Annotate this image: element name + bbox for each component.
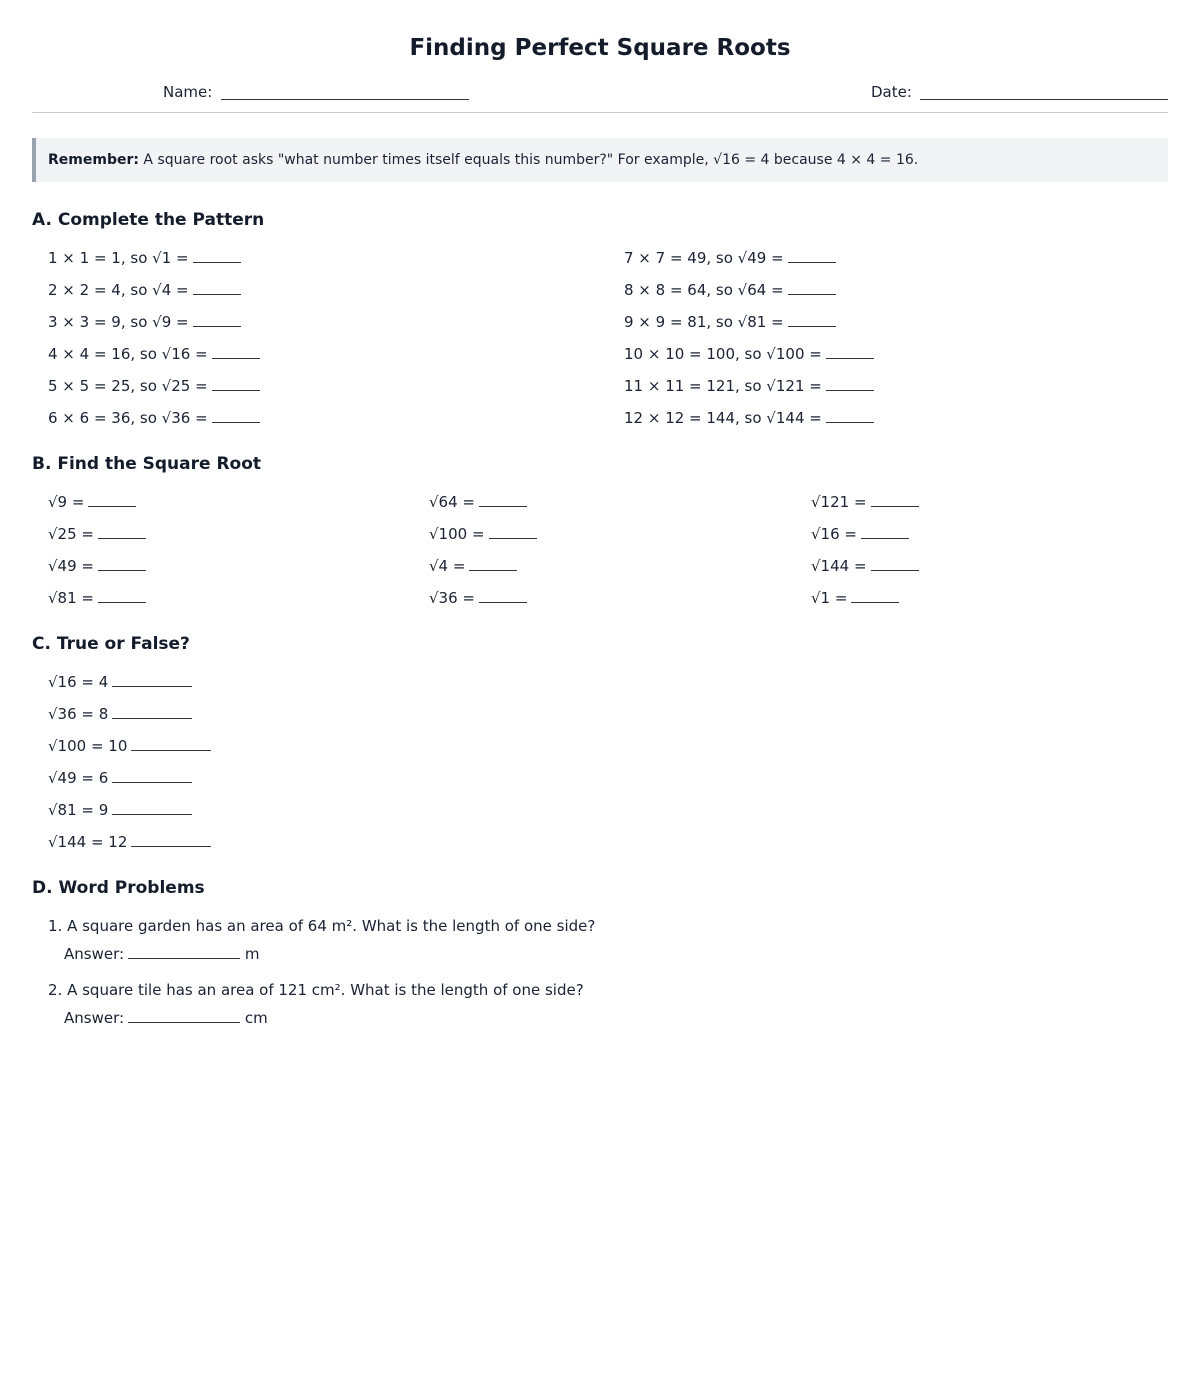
true-false-item	[48, 736, 211, 756]
statement-text: √144 = 12	[48, 833, 128, 851]
answer-blank[interactable]	[871, 556, 919, 571]
word-problem-question: 2. A square tile has an area of 121 cm². What is the length of one side?	[48, 981, 584, 999]
root-item	[429, 492, 527, 512]
header-divider	[32, 112, 1168, 113]
root-item	[48, 492, 136, 512]
pattern-item	[624, 312, 836, 332]
pattern-text: 6 × 6 = 36, so √36 =	[48, 409, 208, 427]
true-false-item	[48, 672, 192, 692]
pattern-item	[48, 248, 241, 268]
pattern-text: 4 × 4 = 16, so √16 =	[48, 345, 208, 363]
answer-blank[interactable]	[98, 524, 146, 539]
root-item	[429, 524, 537, 544]
answer-label: Answer:	[64, 1009, 125, 1027]
pattern-item	[48, 408, 260, 428]
answer-blank[interactable]	[212, 344, 260, 359]
statement-text: √81 = 9	[48, 801, 109, 819]
name-field[interactable]	[221, 99, 469, 100]
root-text: √36 =	[429, 589, 475, 607]
answer-blank[interactable]	[826, 344, 874, 359]
pattern-item	[624, 248, 836, 268]
root-item	[811, 556, 919, 576]
answer-blank[interactable]	[128, 944, 240, 959]
remember-text: A square root asks "what number times itself equals this number?" For example, √16 = 4 because 4 × 4 = 16.	[143, 152, 919, 168]
answer-blank[interactable]	[193, 280, 241, 295]
pattern-item	[48, 280, 241, 300]
root-text: √100 =	[429, 525, 485, 543]
pattern-text: 9 × 9 = 81, so √81 =	[624, 313, 784, 331]
pattern-text: 12 × 12 = 144, so √144 =	[624, 409, 822, 427]
section-d-title: D. Word Problems	[32, 878, 205, 898]
answer-blank[interactable]	[479, 492, 527, 507]
date-label: Date:	[871, 83, 912, 101]
answer-blank[interactable]	[826, 408, 874, 423]
pattern-text: 2 × 2 = 4, so √4 =	[48, 281, 189, 299]
root-item	[811, 588, 899, 608]
answer-blank[interactable]	[98, 588, 146, 603]
root-item	[429, 556, 517, 576]
student-fields	[0, 80, 1200, 104]
root-text: √81 =	[48, 589, 94, 607]
word-problem-answer	[64, 1008, 268, 1028]
answer-blank[interactable]	[212, 408, 260, 423]
root-text: √121 =	[811, 493, 867, 511]
answer-blank[interactable]	[871, 492, 919, 507]
root-text: √49 =	[48, 557, 94, 575]
answer-blank[interactable]	[131, 736, 211, 751]
true-false-item	[48, 704, 192, 724]
section-c-title: C. True or False?	[32, 634, 190, 654]
root-text: √16 =	[811, 525, 857, 543]
answer-blank[interactable]	[128, 1008, 240, 1023]
answer-blank[interactable]	[131, 832, 211, 847]
root-text: √64 =	[429, 493, 475, 511]
answer-blank[interactable]	[112, 672, 192, 687]
statement-text: √49 = 6	[48, 769, 109, 787]
section-b-title: B. Find the Square Root	[32, 454, 262, 474]
word-problem-question: 1. A square garden has an area of 64 m². What is the length of one side?	[48, 917, 596, 935]
pattern-text: 11 × 11 = 121, so √121 =	[624, 377, 822, 395]
answer-blank[interactable]	[479, 588, 527, 603]
answer-blank[interactable]	[788, 280, 836, 295]
pattern-text: 1 × 1 = 1, so √1 =	[48, 249, 189, 267]
answer-unit: m	[244, 945, 260, 963]
pattern-item	[624, 376, 874, 396]
pattern-item	[48, 376, 260, 396]
pattern-item	[624, 280, 836, 300]
answer-label: Answer:	[64, 945, 125, 963]
statement-text: √36 = 8	[48, 705, 109, 723]
answer-blank[interactable]	[212, 376, 260, 391]
pattern-item	[48, 344, 260, 364]
root-item	[48, 556, 146, 576]
word-problem-answer	[64, 944, 259, 964]
answer-blank[interactable]	[851, 588, 899, 603]
answer-blank[interactable]	[193, 312, 241, 327]
answer-blank[interactable]	[489, 524, 537, 539]
root-item	[811, 492, 919, 512]
pattern-item	[624, 408, 874, 428]
pattern-text: 10 × 10 = 100, so √100 =	[624, 345, 822, 363]
answer-blank[interactable]	[469, 556, 517, 571]
true-false-item	[48, 832, 211, 852]
answer-blank[interactable]	[788, 312, 836, 327]
pattern-text: 5 × 5 = 25, so √25 =	[48, 377, 208, 395]
answer-blank[interactable]	[98, 556, 146, 571]
remember-callout	[32, 138, 1168, 182]
pattern-text: 8 × 8 = 64, so √64 =	[624, 281, 784, 299]
answer-blank[interactable]	[826, 376, 874, 391]
root-item	[48, 588, 146, 608]
root-text: √25 =	[48, 525, 94, 543]
page-title: Finding Perfect Square Roots	[409, 35, 791, 61]
root-item	[811, 524, 909, 544]
name-label: Name:	[163, 83, 213, 101]
answer-unit: cm	[244, 1009, 268, 1027]
pattern-item	[624, 344, 874, 364]
pattern-text: 7 × 7 = 49, so √49 =	[624, 249, 784, 267]
answer-blank[interactable]	[88, 492, 136, 507]
statement-text: √100 = 10	[48, 737, 128, 755]
answer-blank[interactable]	[112, 704, 192, 719]
date-field[interactable]	[920, 99, 1168, 100]
answer-blank[interactable]	[112, 768, 192, 783]
root-text: √144 =	[811, 557, 867, 575]
answer-blank[interactable]	[193, 248, 241, 263]
root-item	[429, 588, 527, 608]
answer-blank[interactable]	[112, 800, 192, 815]
root-item	[48, 524, 146, 544]
true-false-item	[48, 800, 192, 820]
answer-blank[interactable]	[861, 524, 909, 539]
root-text: √9 =	[48, 493, 85, 511]
true-false-item	[48, 768, 192, 788]
section-a-title: A. Complete the Pattern	[32, 210, 265, 230]
statement-text: √16 = 4	[48, 673, 109, 691]
pattern-item	[48, 312, 241, 332]
remember-label: Remember:	[48, 152, 139, 168]
root-text: √1 =	[811, 589, 848, 607]
answer-blank[interactable]	[788, 248, 836, 263]
pattern-text: 3 × 3 = 9, so √9 =	[48, 313, 189, 331]
root-text: √4 =	[429, 557, 466, 575]
